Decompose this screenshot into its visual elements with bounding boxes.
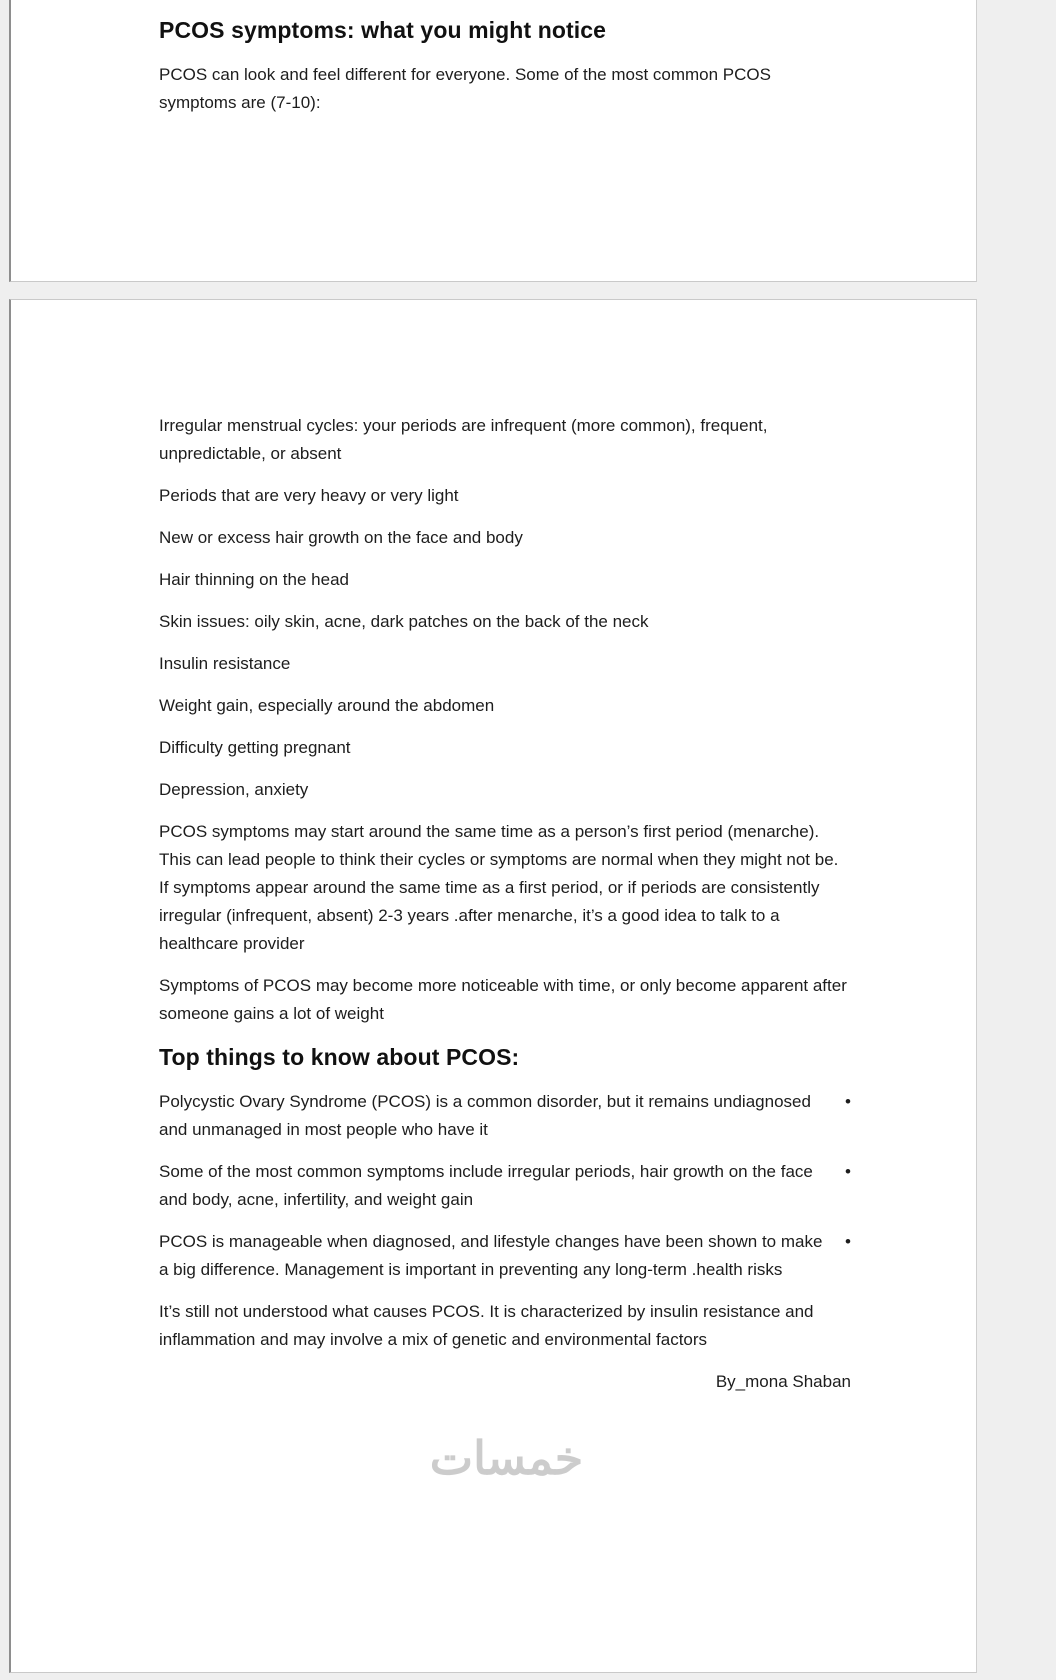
- bullet-marker: •: [845, 1232, 851, 1251]
- symptom-item: Weight gain, especially around the abdomen: [159, 696, 495, 715]
- intro-paragraph: PCOS can look and feel different for everyone. Some of the most common PCOS symptoms are (7-10):: [159, 65, 771, 112]
- symptom-item: Difficulty getting pregnant: [159, 738, 351, 757]
- document-page-1: [9, 0, 977, 282]
- symptom-item: Periods that are very heavy or very light: [159, 486, 459, 505]
- symptom-item: Depression, anxiety: [159, 780, 309, 799]
- symptom-item: Irregular menstrual cycles: your periods are infrequent (more common), frequent, unpredictable, or absent: [159, 416, 768, 463]
- symptom-item: Hair thinning on the head: [159, 570, 349, 589]
- bullet-item: [159, 1088, 851, 1144]
- bullet-text: Some of the most common symptoms include irregular periods, hair growth on the face and body, acne, infertility, and weight gain: [159, 1162, 813, 1209]
- symptom-item: Insulin resistance: [159, 654, 291, 673]
- bullet-item: [159, 1228, 851, 1284]
- document-title: PCOS symptoms: what you might notice: [159, 17, 607, 43]
- bullet-item: [159, 1158, 851, 1214]
- document-page-2: [9, 299, 977, 1673]
- author-byline: By_mona Shaban: [715, 1372, 851, 1391]
- paragraph-noticeable: Symptoms of PCOS may become more noticeable with time, or only become apparent after someone gains a lot of weight: [159, 976, 847, 1023]
- paragraph-closing: It’s still not understood what causes PCOS. It is characterized by insulin resistance and inflammation and may involve a mix of genetic and environmental factors: [159, 1302, 814, 1349]
- bullet-text: PCOS is manageable when diagnosed, and lifestyle changes have been shown to make a big difference. Management is important in preventing any long-term .health risks: [159, 1232, 823, 1279]
- section-heading-top-things: Top things to know about PCOS:: [159, 1044, 520, 1070]
- bullet-marker: •: [845, 1162, 851, 1181]
- bullet-marker: •: [845, 1092, 851, 1111]
- symptom-item: New or excess hair growth on the face and body: [159, 528, 523, 547]
- page-gap: [0, 282, 1056, 299]
- khamsat-watermark: خمسات: [429, 1432, 584, 1484]
- bullet-text: Polycystic Ovary Syndrome (PCOS) is a common disorder, but it remains undiagnosed and unmanaged in most people who have it: [159, 1092, 811, 1139]
- symptom-item: Skin issues: oily skin, acne, dark patches on the back of the neck: [159, 612, 649, 631]
- paragraph-menarche: PCOS symptoms may start around the same time as a person’s first period (menarche). This can lead people to think their cycles or symptoms are normal when they might not be. If symptoms appear around the same time as a first period, or if periods are consistently irregular (infrequent, absent) 2-3 years .after menarche, it’s a good idea to talk to a healthcare provider: [159, 822, 839, 953]
